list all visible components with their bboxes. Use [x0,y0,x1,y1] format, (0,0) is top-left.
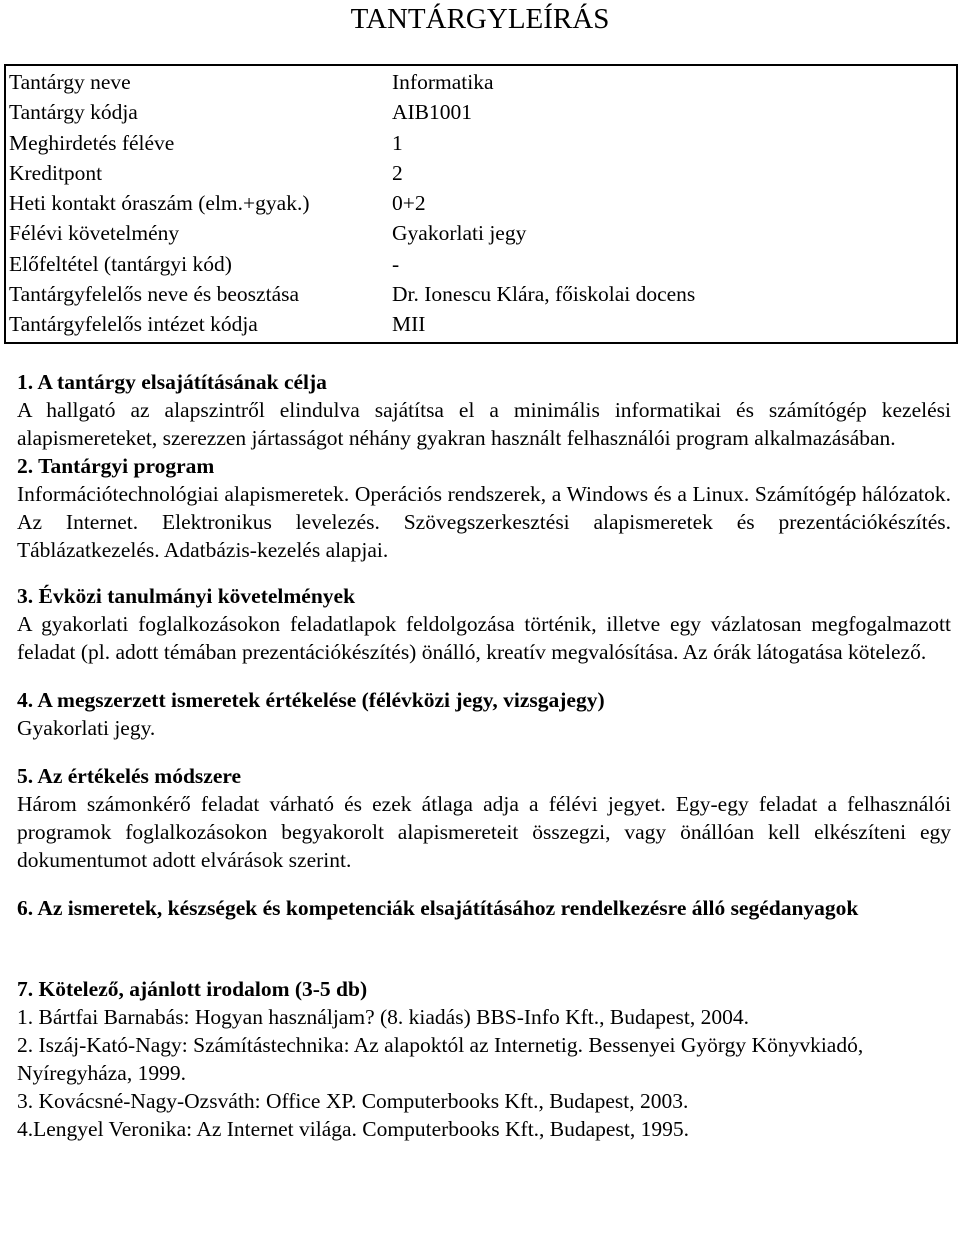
info-value: Gyakorlati jegy [392,221,527,246]
info-label: Félévi követelmény [9,221,180,246]
section-body: Három számonkérő feladat várható és ezek átlaga adja a félévi jegyet. Egy-egy feladat a felhasználói programok foglalkozásokon begyakorolt alapismereteit összegzi, vagy önállóan kell elkészíteni egy dokumentumot adott elvárások szerint. [17,792,951,872]
info-value: 1 [392,130,403,155]
info-row-weekly-hours [6,188,956,218]
course-description-content [17,368,951,1143]
info-label: Tantárgyfelelős intézet kódja [9,312,258,337]
info-row-requirement [6,218,956,248]
section-heading: 7. Kötelező, ajánlott irodalom (3-5 db) [17,977,368,1001]
course-info-table [4,64,958,344]
info-label: Tantárgyfelelős neve és beosztása [9,282,300,307]
info-value: Informatika [392,70,494,94]
info-row-course-code [6,97,956,127]
info-row-course-name [6,67,956,97]
info-row-responsible-person [6,279,956,309]
section-body: A hallgató az alapszintről elindulva sajátítsa el a minimális informatikai és számítógép kezelési alapismereteket, szerezzen jártasságot néhány gyakran használt felhasználói program alkalmazásában. [17,398,951,450]
info-label: Kreditpont [9,160,103,185]
section-learning-materials [17,894,951,923]
section-assessment [17,686,951,742]
literature-item: 2. Iszáj-Kató-Nagy: Számítástechnika: Az alapoktól az Internetig. Bessenyei György Könyvkiadó, Nyíregyháza, 1999. [17,1033,864,1085]
literature-list [17,1003,951,1143]
info-value: 2 [392,160,403,185]
section-heading: 2. Tantárgyi program [17,454,215,478]
document-title: TANTÁRGYLEÍRÁS [350,3,610,35]
info-value: Dr. Ionescu Klára, főiskolai docens [392,282,696,307]
info-label: Előfeltétel (tantárgyi kód) [9,251,232,276]
info-label: Tantárgy kódja [9,100,138,125]
info-label: Tantárgy neve [9,70,131,94]
literature-item: 4.Lengyel Veronika: Az Internet világa. Computerbooks Kft., Budapest, 1995. [17,1117,689,1141]
info-row-institute-code [6,309,956,339]
literature-item: 3. Kovácsné-Nagy-Ozsváth: Office XP. Computerbooks Kft., Budapest, 2003. [17,1089,689,1113]
section-body: Gyakorlati jegy. [17,716,156,740]
section-literature [17,975,951,1143]
section-requirements [17,582,951,666]
info-value: AIB1001 [392,100,473,125]
section-body: A gyakorlati foglalkozásokon feladatlapok feldolgozása történik, illetve egy vázlatosan megfogalmazott feladat (pl. adott témában prezentációkészítés) önálló, kreatív megvalósítása. Az órák látogatása kötelező. [17,612,951,664]
section-heading: 4. A megszerzett ismeretek értékelése (félévközi jegy, vizsgajegy) [17,688,605,712]
section-body: Információtechnológiai alapismeretek. Operációs rendszerek, a Windows és a Linux. Számítógép hálózatok. Az Internet. Elektronikus levelezés. Szövegszerkesztési alapismeretek és prezentációkészítés. Táblázatkezelés. Adatbázis-kezelés alapjai. [17,482,951,562]
info-row-prerequisite [6,249,956,279]
literature-item: 1. Bártfai Barnabás: Hogyan használjam? (8. kiadás) BBS-Info Kft., Budapest, 2004. [17,1005,750,1029]
info-row-credits [6,158,956,188]
section-heading: 6. Az ismeretek, készségek és kompetenciák elsajátításához rendelkezésre álló segédanyagok [17,896,859,920]
info-value: 0+2 [392,191,426,216]
section-program [17,452,951,564]
section-heading: 5. Az értékelés módszere [17,764,242,788]
section-evaluation-method [17,762,951,874]
section-heading: 3. Évközi tanulmányi követelmények [17,584,356,608]
info-label: Heti kontakt óraszám (elm.+gyak.) [9,191,310,216]
info-value: - [392,251,400,276]
info-value: MII [392,312,426,337]
section-heading: 1. A tantárgy elsajátításának célja [17,370,327,394]
info-label: Meghirdetés féléve [9,130,175,155]
section-objective [17,368,951,452]
info-row-semester [6,128,956,158]
